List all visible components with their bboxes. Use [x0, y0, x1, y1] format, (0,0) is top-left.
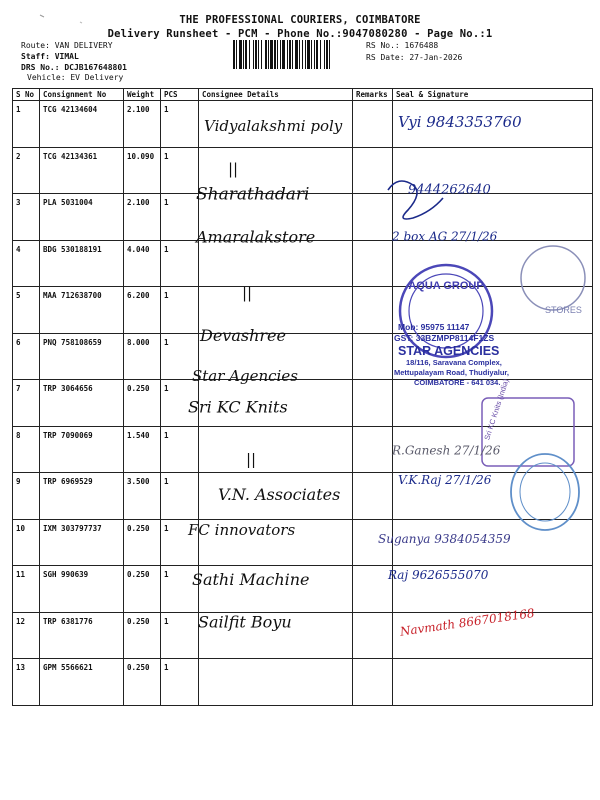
row-sno: 11 — [13, 566, 40, 613]
row-weight: 1.540 — [124, 426, 161, 473]
row-weight: 0.250 — [124, 380, 161, 427]
col-header-sno: S No — [13, 89, 40, 101]
row-consignee-cell — [199, 101, 353, 148]
row-sno: 2 — [13, 147, 40, 194]
row-seal-cell — [393, 566, 593, 613]
table-row — [13, 194, 593, 241]
row-consignee-cell — [199, 194, 353, 241]
row-remarks-cell — [353, 101, 393, 148]
row-consignee-cell — [199, 333, 353, 380]
table-row — [13, 380, 593, 427]
row-sno: 10 — [13, 519, 40, 566]
row-sno: 12 — [13, 612, 40, 659]
row-remarks-cell — [353, 147, 393, 194]
table-row — [13, 147, 593, 194]
rs-date: RS Date: 27-Jan-2026 — [366, 53, 463, 62]
consignee-handwriting: || — [246, 450, 257, 469]
row-pcs: 1 — [161, 519, 199, 566]
consignee-handwriting: Amaralakstore — [196, 227, 316, 247]
row-sno: 1 — [13, 101, 40, 148]
row-seal-cell — [393, 426, 593, 473]
stores-text: STORES — [545, 305, 582, 315]
row-consignee-cell — [199, 380, 353, 427]
row-sno: 3 — [13, 194, 40, 241]
consignee-handwriting: Vidyalakshmi poly — [204, 117, 343, 135]
row-pcs: 1 — [161, 659, 199, 706]
row-consignment-no: GPM 5566621 — [40, 659, 124, 706]
row-consignee-cell — [199, 519, 353, 566]
row-seal-cell — [393, 101, 593, 148]
knits-text: Sri KC Knits (India) — [482, 377, 511, 442]
row-pcs: 1 — [161, 612, 199, 659]
row-weight: 0.250 — [124, 566, 161, 613]
row-pcs: 1 — [161, 194, 199, 241]
table-header-row — [13, 89, 593, 101]
star-name: STAR AGENCIES — [398, 344, 500, 358]
row-pcs: 1 — [161, 287, 199, 334]
row-consignment-no: TRP 3064656 — [40, 380, 124, 427]
star-gst: GST: 33BZMPP8114F1ZS — [394, 333, 495, 343]
row-seal-cell — [393, 240, 593, 287]
row-weight: 10.090 — [124, 147, 161, 194]
row-remarks-cell — [353, 426, 393, 473]
row-weight: 2.100 — [124, 194, 161, 241]
col-header-pcs: PCS — [161, 89, 199, 101]
consignee-handwriting: Devashree — [200, 326, 286, 345]
table-row — [13, 659, 593, 706]
table-row — [13, 519, 593, 566]
seal-handwriting: Raj 9626555070 — [388, 568, 489, 583]
star-addr1: 18/116, Saravana Complex, — [406, 358, 502, 367]
row-pcs: 1 — [161, 147, 199, 194]
seal-handwriting: 9444262640 — [408, 182, 491, 198]
row-weight: 3.500 — [124, 473, 161, 520]
row-consignee-cell — [199, 147, 353, 194]
row-remarks-cell — [353, 473, 393, 520]
row-consignment-no: IXM 303797737 — [40, 519, 124, 566]
route-label: Route: VAN DELIVERY — [21, 41, 113, 50]
col-header-weight: Weight — [124, 89, 161, 101]
row-remarks-cell — [353, 659, 393, 706]
row-consignment-no: MAA 712638700 — [40, 287, 124, 334]
seal-handwriting: 2 box AG 27/1/26 — [392, 229, 498, 244]
row-consignee-cell — [199, 240, 353, 287]
row-seal-cell — [393, 147, 593, 194]
star-mob: Mob: 95975 11147 — [398, 322, 470, 332]
row-sno: 13 — [13, 659, 40, 706]
row-sno: 5 — [13, 287, 40, 334]
row-weight: 2.100 — [124, 101, 161, 148]
row-remarks-cell — [353, 380, 393, 427]
row-seal-cell — [393, 519, 593, 566]
row-seal-cell — [393, 380, 593, 427]
row-remarks-cell — [353, 240, 393, 287]
row-weight: 0.250 — [124, 612, 161, 659]
aqua-group-text: AQUA GROUP — [408, 280, 484, 292]
row-remarks-cell — [353, 194, 393, 241]
table-row — [13, 101, 593, 148]
star-addr3: COIMBATORE - 641 034. — [414, 378, 501, 387]
row-consignment-no: SGH 990639 — [40, 566, 124, 613]
row-consignment-no: TRP 6381776 — [40, 612, 124, 659]
row-seal-cell — [393, 473, 593, 520]
row-seal-cell — [393, 333, 593, 380]
row-sno: 8 — [13, 426, 40, 473]
table-row — [13, 612, 593, 659]
row-pcs: 1 — [161, 380, 199, 427]
row-consignee-cell — [199, 659, 353, 706]
barcode — [233, 40, 361, 69]
row-consignment-no: TCG 42134361 — [40, 147, 124, 194]
col-header-consignment: Consignment No — [40, 89, 124, 101]
barcode-bar — [330, 40, 331, 69]
row-pcs: 1 — [161, 566, 199, 613]
star-addr2: Mettupalayam Road, Thudiyalur, — [394, 368, 510, 377]
row-sno: 4 — [13, 240, 40, 287]
table-row — [13, 473, 593, 520]
row-seal-cell — [393, 612, 593, 659]
row-seal-cell — [393, 659, 593, 706]
row-pcs: 1 — [161, 240, 199, 287]
row-weight: 0.250 — [124, 659, 161, 706]
col-header-seal: Seal & Signature — [393, 89, 593, 101]
consignee-handwriting: Star Agencies — [192, 367, 298, 386]
row-remarks-cell — [353, 566, 393, 613]
row-consignment-no: TRP 7090069 — [40, 426, 124, 473]
col-header-consignee: Consignee Details — [199, 89, 353, 101]
rs-number: RS No.: 1676488 — [366, 41, 439, 50]
row-pcs: 1 — [161, 426, 199, 473]
consignee-handwriting: || — [228, 160, 239, 179]
table-row — [13, 426, 593, 473]
row-consignment-no: BDG 530188191 — [40, 240, 124, 287]
seal-handwriting: V.K.Raj 27/1/26 — [398, 472, 492, 487]
company-title: THE PROFESSIONAL COURIERS, COIMBATORE — [179, 14, 421, 26]
row-consignee-cell — [199, 566, 353, 613]
row-pcs: 1 — [161, 333, 199, 380]
drs-number: DRS No.: DCJB167648801 — [21, 63, 127, 72]
row-sno: 6 — [13, 333, 40, 380]
row-seal-cell — [393, 287, 593, 334]
seal-handwriting: Suganya 9384054359 — [378, 532, 511, 546]
row-consignee-cell — [199, 426, 353, 473]
table-row — [13, 240, 593, 287]
consignee-handwriting: Sri KC Knits — [188, 397, 288, 417]
col-header-remarks: Remarks — [353, 89, 393, 101]
row-sno: 9 — [13, 473, 40, 520]
row-pcs: 1 — [161, 473, 199, 520]
row-consignment-no: TRP 6969529 — [40, 473, 124, 520]
row-remarks-cell — [353, 287, 393, 334]
row-remarks-cell — [353, 519, 393, 566]
row-consignment-no: PNQ 758108659 — [40, 333, 124, 380]
table-row — [13, 333, 593, 380]
runsheet-subtitle: Delivery Runsheet - PCM - Phone No.:9047080280 - Page No.:1 — [107, 28, 493, 40]
consignee-handwriting: || — [242, 283, 253, 302]
row-consignee-cell — [199, 473, 353, 520]
row-remarks-cell — [353, 333, 393, 380]
row-consignment-no: PLA 5031004 — [40, 194, 124, 241]
row-consignee-cell — [199, 287, 353, 334]
row-sno: 7 — [13, 380, 40, 427]
row-seal-cell — [393, 194, 593, 241]
staff-label: Staff: VIMAL — [21, 52, 79, 61]
row-weight: 0.250 — [124, 519, 161, 566]
consignee-handwriting: Sailfit Boyu — [198, 612, 292, 632]
seal-handwriting: R.Ganesh 27/1/26 — [392, 443, 501, 458]
row-remarks-cell — [353, 612, 393, 659]
seal-handwriting: Navmath 8667018168 — [399, 605, 536, 639]
row-weight: 8.000 — [124, 333, 161, 380]
runsheet-table — [12, 88, 593, 706]
consignee-handwriting: FC innovators — [188, 521, 296, 539]
consignee-handwriting: Sathi Machine — [192, 570, 310, 590]
vehicle-label: Vehicle: EV Delivery — [27, 73, 124, 82]
table-row — [13, 566, 593, 613]
row-consignment-no: TCG 42134604 — [40, 101, 124, 148]
row-weight: 4.040 — [124, 240, 161, 287]
row-weight: 6.200 — [124, 287, 161, 334]
row-consignee-cell — [199, 612, 353, 659]
row-pcs: 1 — [161, 101, 199, 148]
consignee-handwriting: V.N. Associates — [218, 484, 341, 504]
seal-handwriting: Vyi 9843353760 — [398, 113, 522, 131]
consignee-handwriting: Sharathadari — [196, 184, 310, 205]
table-row — [13, 287, 593, 334]
